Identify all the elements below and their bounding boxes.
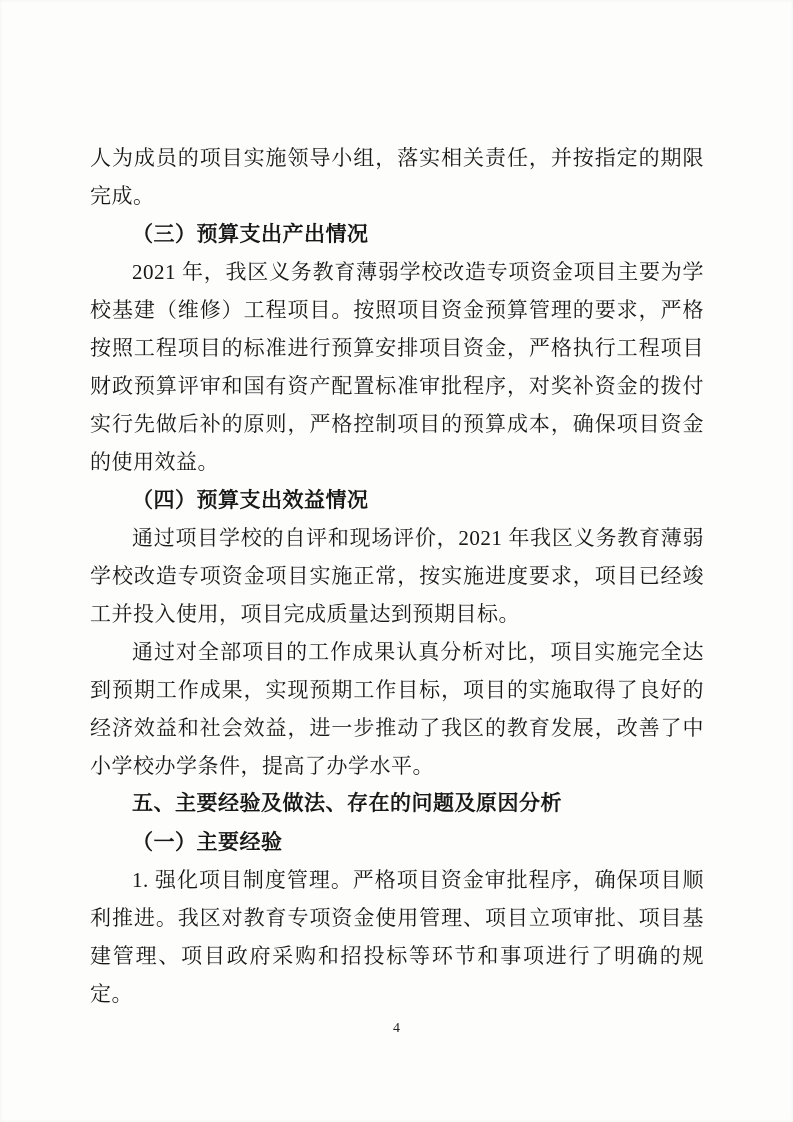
- paragraph: 通过项目学校的自评和现场评价，2021 年我区义务教育薄弱学校改造专项资金项目实施正常，按实施进度要求，项目已经竣工并投入使用，项目完成质量达到预期目标。: [90, 526, 704, 626]
- paragraph: 2021 年，我区义务教育薄弱学校改造专项资金项目主要为学校基建（维修）工程项目。按照项目资金预算管理的要求，严格按照工程项目的标准进行预算安排项目资金，严格执行工程项目财政预算评审和国有资产配置标准审批程序，对奖补资金的拨付实行先做后补的原则，严格控制项目的预算成本，确保项目资金的使用效益。: [90, 260, 704, 474]
- section-heading-1: （一）主要经验: [132, 830, 283, 854]
- document-body: [90, 139, 704, 1013]
- section-heading-4: （四）预算支出效益情况: [132, 488, 369, 512]
- page-number: 4: [393, 1021, 400, 1036]
- paragraph-continued: 人为成员的项目实施领导小组，落实相关责任，并按指定的期限完成。: [90, 146, 704, 208]
- paragraph: 通过对全部项目的工作成果认真分析对比，项目实施完全达到预期工作成果，实现预期工作目标，项目的实施取得了良好的经济效益和社会效益，进一步推动了我区的教育发展，改善了中小学校办学条件，提高了办学水平。: [90, 640, 704, 778]
- paragraph: 1. 强化项目制度管理。严格项目资金审批程序，确保项目顺利推进。我区对教育专项资金使用管理、项目立项审批、项目基建管理、项目政府采购和招投标等环节和事项进行了明确的规定。: [90, 868, 704, 1006]
- chapter-heading-5: 五、主要经验及做法、存在的问题及原因分析: [132, 792, 562, 815]
- section-heading-3: （三）预算支出产出情况: [132, 222, 369, 246]
